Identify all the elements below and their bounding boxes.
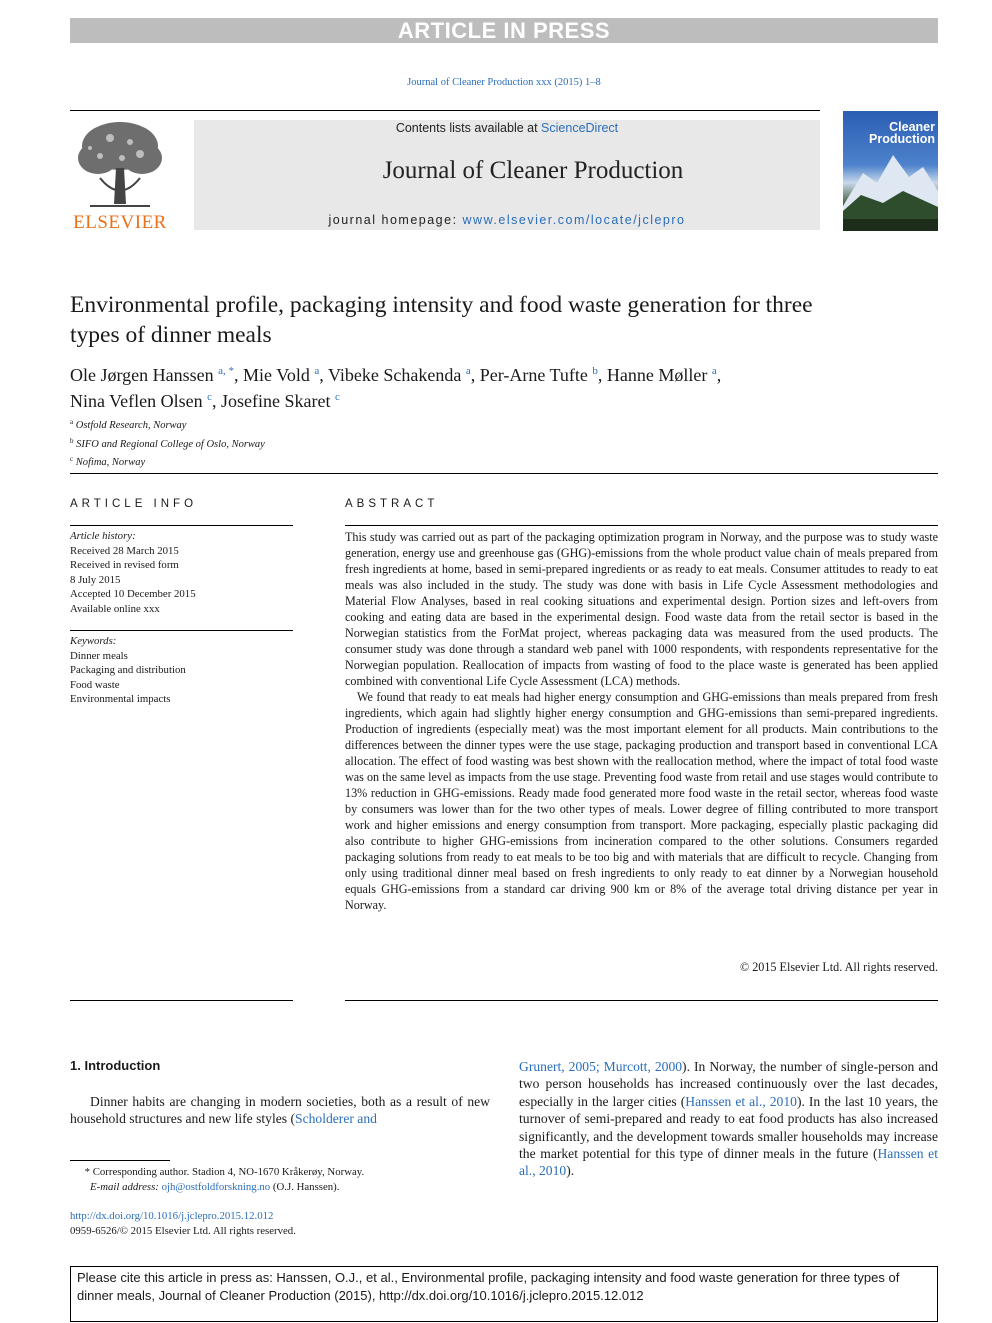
cover-title: Cleaner Production — [869, 120, 935, 146]
journal-reference-link[interactable]: Journal of Cleaner Production xxx (2015) 1–8 — [407, 77, 601, 88]
keyword-item: Environmental impacts — [70, 693, 171, 705]
header-rule — [70, 110, 820, 111]
affiliation-list — [70, 415, 470, 471]
journal-homepage-link[interactable]: www.elsevier.com/locate/jclepro — [462, 213, 686, 227]
affiliation-key: c — [70, 455, 74, 463]
author-name[interactable]: Mie Vold — [243, 365, 310, 385]
citation-link[interactable]: Hanssen et al., 2010 — [519, 1146, 938, 1179]
sciencedirect-link[interactable]: ScienceDirect — [541, 121, 619, 135]
keywords-rule — [70, 630, 293, 631]
affiliation-key: a — [70, 418, 74, 426]
footnote-marker: * — [84, 1166, 90, 1178]
abstract-paragraph-2: We found that ready to eat meals had higher energy consumption and GHG-emissions than meals prepared from fresh ingredients, which again had slightly higher energy consumption and GHG-emissions than semi-prepared ingredients. Production of ingredients (especially meat) was the most important element for all products. Main contributions to the differences between the dinner types were the use stage, packaging production and transport based in conventional LCA allocation. The effect of food wasting was best shown with the reallocation method, where the impact of total food waste was on the same level as impacts from the use stage. Preventing food waste from retail and use stages would contribute to 13% reduction in GHG-emissions. Ready made food generated more food waste in the retail sector, whereas food waste by consumers was lower than for the two other types of meals. Lower degree of filling contributed to more transport work and higher emissions and energy consumption from transport. More packaging, especially plastic packaging did also contribute to higher GHG-emissions from incineration compared to the other solutions. Consumers regarded packaging solutions from ready to eat meals to be too big and with materials that are difficult to recycle. Changing from only using traditional dinner meal based on fresh ingredients to only ready to eat dinner by a Norwegian household equals GHG-emissions from a standard car driving 900 km or 8% of the average total driving distance per year in Norway. — [345, 690, 938, 912]
paper-title: Environmental profile, packaging intensity and food waste generation for three types of dinner meals — [70, 292, 813, 348]
abstract-body — [345, 529, 938, 913]
corresponding-address: Corresponding author. Stadion 4, NO-1670 Kråkerøy, Norway. — [92, 1166, 365, 1178]
author-name[interactable]: Nina Veflen Olsen — [70, 391, 203, 411]
author-affiliation-marker[interactable]: c — [207, 391, 213, 403]
abstract-rule — [345, 525, 938, 526]
affiliation-item — [70, 452, 470, 471]
abstract-heading: ABSTRACT — [345, 498, 439, 510]
author-affiliation-marker[interactable]: c — [335, 391, 340, 403]
history-item: Received 28 March 2015 — [70, 544, 179, 557]
history-item: Accepted 10 December 2015 — [70, 588, 196, 600]
citation-link[interactable]: Scholderer and — [295, 1111, 377, 1127]
keywords-block — [70, 634, 293, 707]
corresponding-author-footnote: * Corresponding author. Stadion 4, NO-1670 Kråkerøy, Norway. E-mail address: ojh@ostfoldforskning.no (O.J. Hanssen). — [70, 1165, 490, 1195]
author-name[interactable]: Hanne Møller — [606, 365, 708, 385]
article-info-heading: ARTICLE INFO — [70, 498, 198, 510]
author-name[interactable]: Josefine Skaret — [221, 391, 331, 411]
copyright-notice: © 2015 Elsevier Ltd. All rights reserved. — [739, 960, 938, 974]
author-affiliation-marker[interactable]: a — [314, 365, 320, 377]
author-affiliation-marker[interactable]: a — [465, 365, 471, 377]
author-name[interactable]: Ole Jørgen Hanssen — [70, 365, 214, 385]
keyword-item: Dinner meals — [70, 649, 128, 662]
keywords-label: Keywords: — [70, 635, 117, 647]
abstract-paragraph-1: This study was carried out as part of the packaging optimization program in Norway, and the purpose was to study waste generation, energy use and greenhouse gas (GHG)-emissions from the whole product value chain of meals prepared from fresh ingredients at home, based in semi-prepared ingredients or as ready to eat meals. Consumer attitudes to ready to eat meals was also included in the study. The study was done with basis in Life Cycle Assessment methodologies and Material Flow Analyses, based in real cooking situations and experimental design. Portion sizes and left-overs from cooking and eating data are based in the experimental design. Food waste data from the retail sector is based in the Norwegian statistics from the ForMat project, whereas packaging data was measured from the used products. The consumer study was done through a standard web panel with 1000 respondents, with respondents representative for the Norwegian population. Reallocation of impacts from wasting of food to the place waste is generated has been applied combined with conventional Life Cycle Assessment (LCA) methods. — [345, 530, 938, 688]
doi-link[interactable]: http://dx.doi.org/10.1016/j.jclepro.2015.12.012 — [70, 1210, 274, 1222]
introduction-left-column: Dinner habits are changing in modern societies, both as a result of new household structures and new life styles (Scholderer and — [70, 1094, 490, 1127]
author-list: Ole Jørgen Hanssen $^{a, *}$, Mie Vold $^a$, Vibeke Schakenda $^a$, Per-Arne Tufte $^b$, Hanne Møller $^a$, Nina Veflen Olsen $^c$, Josefine Skaret $^c$ — [70, 365, 722, 411]
introduction-right-column: Grunert, 2005; Murcott, 2000). In Norway, the number of single-person and two person households has increased continuously over the last decades, especially in the larger cities (Hanssen et al., 2010). In the last 10 years, the turnover of semi-prepared and ready to eat food products has also increased significantly, and the development towards smaller households may increase the market potential for this type of dinner meals in the future (Hanssen et al., 2010). — [519, 1059, 939, 1179]
history-item: Received in revised form — [70, 559, 179, 571]
keyword-item: Packaging and distribution — [70, 664, 186, 676]
citation-link[interactable]: Grunert, 2005; Murcott, 2000 — [519, 1059, 683, 1074]
journal-cover-image — [843, 111, 938, 231]
affiliation-item — [70, 415, 470, 434]
introduction-heading: 1. Introduction — [70, 1058, 161, 1073]
contents-available-line: Contents lists available at ScienceDirect — [395, 121, 619, 135]
article-info-rule — [70, 525, 293, 526]
section-rule-right — [345, 1000, 938, 1001]
history-item: Available online xxx — [70, 602, 160, 615]
article-history — [70, 529, 293, 616]
keyword-item: Food waste — [70, 678, 120, 691]
author-affiliation-marker[interactable]: a, * — [218, 365, 235, 377]
affiliation-text: SIFO and Regional College of Oslo, Norway — [76, 438, 265, 450]
author-name[interactable]: Per-Arne Tufte — [479, 365, 588, 385]
section-rule-left — [70, 1000, 293, 1001]
elsevier-wordmark: ELSEVIER — [73, 212, 167, 233]
citation-notice-box: Please cite this article in press as: Hanssen, O.J., et al., Environmental profile, packaging intensity and food waste generation for three types of dinner meals, Journal of Cleaner Production (2015), http://dx.doi.org/10.1016/j.jclepro.2015.12.012 — [70, 1266, 938, 1322]
affiliation-key: b — [70, 436, 74, 445]
author-name[interactable]: Vibeke Schakenda — [327, 365, 462, 385]
issn-line: 0959-6526/© 2015 Elsevier Ltd. All rights reserved. — [70, 1225, 296, 1237]
header-bottom-rule — [70, 473, 938, 474]
citation-link[interactable]: Hanssen et al., 2010 — [685, 1093, 797, 1109]
article-in-press-banner: ARTICLE IN PRESS — [70, 18, 938, 43]
journal-homepage-line: journal homepage: www.elsevier.com/locate/jclepro — [328, 213, 686, 227]
journal-title: Journal of Cleaner Production — [382, 157, 684, 184]
author-affiliation-marker[interactable]: b — [592, 365, 598, 377]
affiliation-item — [70, 434, 470, 453]
email-label: E-mail address: — [90, 1181, 159, 1193]
article-history-label: Article history: — [70, 530, 136, 542]
history-item: 8 July 2015 — [70, 573, 121, 586]
email-link[interactable]: ojh@ostfoldforskning.no — [161, 1181, 271, 1193]
affiliation-text: Nofima, Norway — [75, 457, 146, 468]
author-affiliation-marker[interactable]: a — [711, 365, 717, 377]
affiliation-text: Ostfold Research, Norway — [75, 420, 187, 431]
footnote-rule — [70, 1160, 170, 1161]
